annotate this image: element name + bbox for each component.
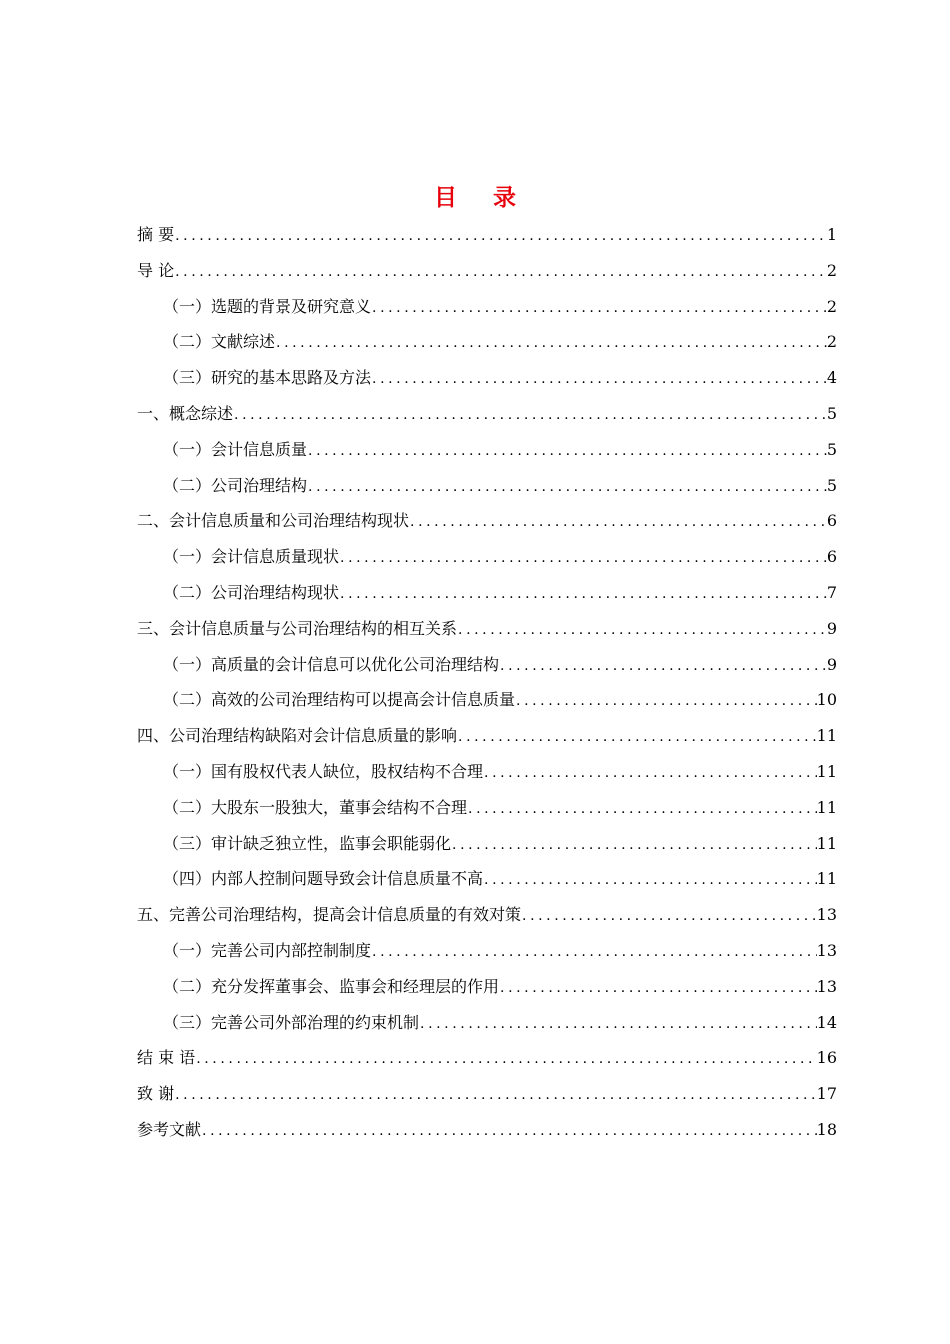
toc-entry-label: （一）国有股权代表人缺位，股权结构不合理 bbox=[163, 761, 484, 781]
toc-entry-page: 16 bbox=[816, 1048, 837, 1068]
dot-leader bbox=[201, 1114, 817, 1150]
toc-entry-label: （二）文献综述 bbox=[163, 332, 276, 352]
toc-entry-sub[interactable] bbox=[137, 575, 837, 611]
toc-entry-page: 1 bbox=[826, 225, 837, 244]
toc-entry-page: 9 bbox=[826, 618, 837, 638]
toc-entry-page: 10 bbox=[816, 690, 837, 710]
toc-entry-page: 11 bbox=[816, 726, 837, 746]
dot-leader bbox=[307, 470, 827, 506]
toc-entry-sub[interactable] bbox=[137, 969, 837, 1005]
dot-leader bbox=[499, 649, 827, 685]
dot-leader bbox=[499, 971, 817, 1007]
toc-entry-abstract[interactable] bbox=[137, 217, 837, 253]
toc-entry-chapter[interactable] bbox=[137, 503, 837, 539]
toc-entry-label: （三）研究的基本思路及方法 bbox=[163, 368, 372, 388]
toc-entry-page: 18 bbox=[816, 1119, 837, 1139]
toc-entry-label: 结 束 语 bbox=[137, 1048, 196, 1068]
toc-entry-page: 13 bbox=[816, 940, 837, 960]
toc-entry-label: 摘 要 bbox=[137, 225, 175, 244]
toc-entry-sub[interactable] bbox=[137, 790, 837, 826]
toc-entry-label: 五、完善公司治理结构，提高会计信息质量的有效对策 bbox=[137, 905, 522, 925]
dot-leader bbox=[233, 398, 827, 434]
toc-entry-acknowledgements[interactable] bbox=[137, 1076, 837, 1112]
dot-leader bbox=[483, 756, 817, 792]
dot-leader bbox=[457, 613, 827, 649]
dot-leader bbox=[275, 326, 827, 362]
dot-leader bbox=[339, 577, 827, 613]
toc-entry-chapter[interactable] bbox=[137, 611, 837, 647]
dot-leader bbox=[307, 434, 827, 470]
toc-entry-page: 4 bbox=[826, 368, 837, 388]
toc-entry-chapter[interactable] bbox=[137, 718, 837, 754]
toc-entry-introduction[interactable] bbox=[137, 253, 837, 289]
toc-entry-label: 三、会计信息质量与公司治理结构的相互关系 bbox=[137, 618, 458, 638]
toc-entry-sub[interactable] bbox=[137, 682, 837, 718]
toc-entry-page: 9 bbox=[826, 654, 837, 674]
dot-leader bbox=[371, 362, 827, 398]
dot-leader bbox=[419, 1007, 817, 1043]
toc-entry-page: 11 bbox=[816, 761, 837, 781]
toc-entry-label: （二）充分发挥董事会、监事会和经理层的作用 bbox=[163, 976, 500, 996]
toc-entry-page: 11 bbox=[816, 833, 837, 853]
dot-leader bbox=[371, 291, 827, 327]
toc-entry-sub[interactable] bbox=[137, 539, 837, 575]
toc-entry-page: 17 bbox=[816, 1084, 837, 1104]
toc-entry-sub[interactable] bbox=[137, 861, 837, 897]
toc-entry-page: 2 bbox=[826, 332, 837, 352]
toc-entry-sub[interactable] bbox=[137, 324, 837, 360]
toc-entry-label: （四）内部人控制问题导致会计信息质量不高 bbox=[163, 869, 484, 889]
toc-entry-chapter[interactable] bbox=[137, 897, 837, 933]
toc-entry-label: （三）审计缺乏独立性，监事会职能弱化 bbox=[163, 833, 452, 853]
dot-leader bbox=[339, 541, 827, 577]
toc-entry-label: （二）高效的公司治理结构可以提高会计信息质量 bbox=[163, 690, 516, 710]
toc-entry-label: （二）大股东一股独大，董事会结构不合理 bbox=[163, 797, 468, 817]
dot-leader bbox=[174, 219, 827, 255]
toc-entry-sub[interactable] bbox=[137, 754, 837, 790]
toc-entry-sub[interactable] bbox=[137, 826, 837, 862]
dot-leader bbox=[457, 720, 817, 756]
toc-entry-page: 13 bbox=[816, 976, 837, 996]
toc-entry-label: 四、公司治理结构缺陷对会计信息质量的影响 bbox=[137, 726, 458, 746]
toc-entry-label: （一）会计信息质量现状 bbox=[163, 547, 340, 567]
toc-entry-label: （一）高质量的会计信息可以优化公司治理结构 bbox=[163, 654, 500, 674]
toc-entry-page: 13 bbox=[816, 905, 837, 925]
toc-entry-label: 一、概念综述 bbox=[137, 403, 234, 423]
dot-leader bbox=[195, 1042, 816, 1078]
toc-entry-sub[interactable] bbox=[137, 289, 837, 325]
toc-entry-page: 11 bbox=[816, 797, 837, 817]
toc-entry-page: 2 bbox=[826, 296, 837, 316]
toc-entry-label: （一）完善公司内部控制制度 bbox=[163, 940, 372, 960]
dot-leader bbox=[371, 935, 817, 971]
toc-entry-label: 致 谢 bbox=[137, 1084, 175, 1104]
toc-entry-label: 导 论 bbox=[137, 260, 175, 280]
toc-entry-page: 14 bbox=[816, 1012, 837, 1032]
toc-entry-label: （三）完善公司外部治理的约束机制 bbox=[163, 1012, 420, 1032]
toc-entry-page: 2 bbox=[826, 260, 837, 280]
dot-leader bbox=[174, 1078, 817, 1114]
toc-entry-label: （一）会计信息质量 bbox=[163, 439, 308, 459]
toc-entry-page: 6 bbox=[826, 511, 837, 531]
toc-entry-page: 7 bbox=[826, 582, 837, 602]
dot-leader bbox=[483, 863, 817, 899]
toc-entry-sub[interactable] bbox=[137, 647, 837, 683]
dot-leader bbox=[174, 255, 827, 291]
dot-leader bbox=[409, 505, 827, 541]
toc-entry-page: 5 bbox=[826, 439, 837, 459]
toc-entry-label: （二）公司治理结构 bbox=[163, 475, 308, 495]
toc-entry-conclusion[interactable] bbox=[137, 1040, 837, 1076]
toc-entry-page: 5 bbox=[826, 403, 837, 423]
toc-entry-sub[interactable] bbox=[137, 432, 837, 468]
toc-entry-label: （二）公司治理结构现状 bbox=[163, 582, 340, 602]
toc-entry-references[interactable] bbox=[137, 1112, 837, 1148]
toc-entry-page: 11 bbox=[816, 869, 837, 889]
toc-title: 目 录 bbox=[433, 185, 530, 211]
dot-leader bbox=[515, 684, 817, 720]
dot-leader bbox=[467, 792, 817, 828]
dot-leader bbox=[451, 828, 817, 864]
toc-entry-sub[interactable] bbox=[137, 1005, 837, 1041]
toc-entry-page: 6 bbox=[826, 547, 837, 567]
toc-entry-chapter[interactable] bbox=[137, 396, 837, 432]
toc-entry-sub[interactable] bbox=[137, 468, 837, 504]
toc-entry-sub[interactable] bbox=[137, 933, 837, 969]
toc-entry-label: 参考文献 bbox=[137, 1119, 202, 1139]
dot-leader bbox=[521, 899, 817, 935]
toc-entry-label: 二、会计信息质量和公司治理结构现状 bbox=[137, 511, 410, 531]
table-of-contents bbox=[137, 217, 837, 1148]
toc-entry-sub[interactable] bbox=[137, 360, 837, 396]
toc-entry-page: 5 bbox=[826, 475, 837, 495]
toc-entry-label: （一）选题的背景及研究意义 bbox=[163, 296, 372, 316]
